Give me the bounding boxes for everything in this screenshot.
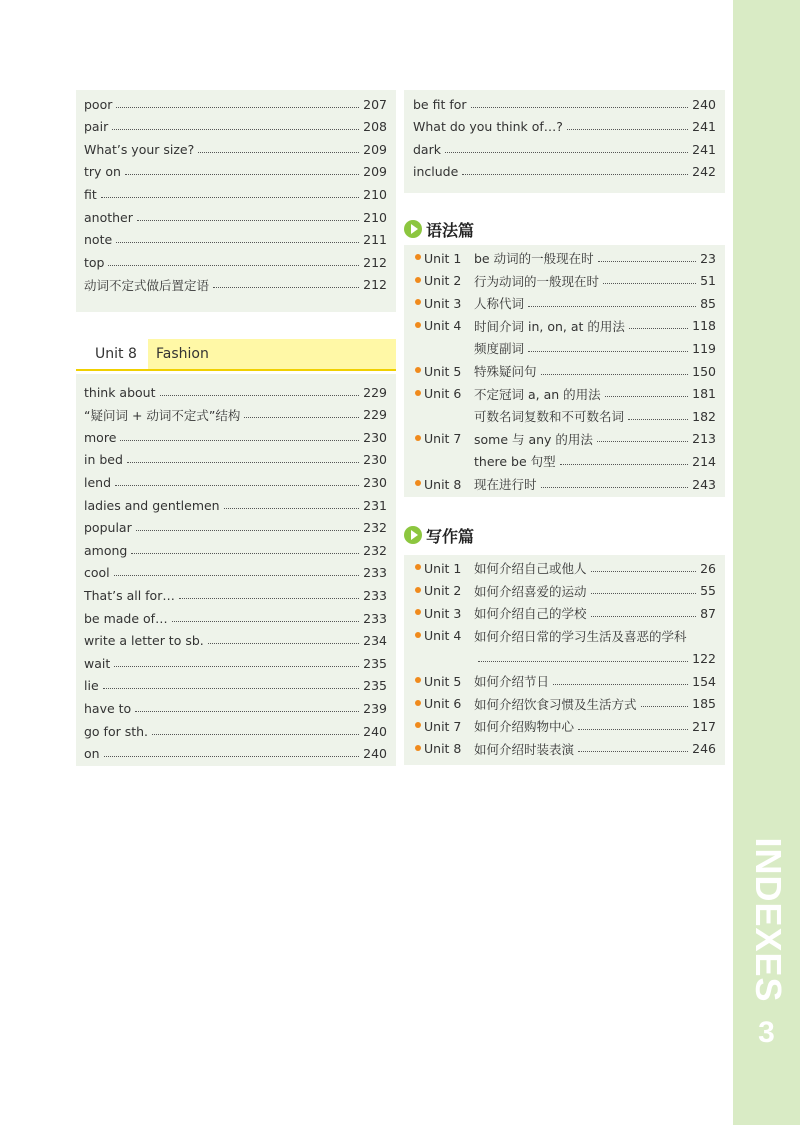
index-entry <box>84 139 387 159</box>
entry-page: 211 <box>363 232 387 248</box>
entry-page: 55 <box>700 583 716 599</box>
entry-unit: Unit 3 <box>424 295 462 311</box>
entry-page: 118 <box>692 318 716 334</box>
leader-dots <box>127 462 359 463</box>
leader-dots <box>136 530 359 531</box>
entry-term: wait <box>84 655 111 671</box>
leader-dots <box>115 485 359 486</box>
entry-page: 234 <box>363 633 387 649</box>
entry-page: 231 <box>363 497 387 513</box>
unit-entry <box>424 429 716 449</box>
unit-entry <box>424 293 716 313</box>
index-entry <box>84 427 387 447</box>
writing-heading <box>404 524 474 546</box>
entry-page: 241 <box>692 141 716 157</box>
index-entry <box>413 94 716 114</box>
entry-page: 229 <box>363 384 387 400</box>
leader-dots <box>213 287 359 288</box>
leader-dots <box>591 616 697 617</box>
bullet-dot <box>415 677 421 683</box>
play-arrow-icon <box>404 526 422 544</box>
entry-page: 230 <box>363 474 387 490</box>
leader-dots <box>591 593 697 594</box>
leader-dots <box>598 261 696 262</box>
side-title: INDEXES <box>748 837 789 1003</box>
unit-entry <box>424 603 716 623</box>
entry-term: among <box>84 542 128 558</box>
leader-dots <box>101 197 359 198</box>
entry-term: go for sth. <box>84 723 149 739</box>
unit-entry <box>424 316 716 336</box>
entry-term: cool <box>84 565 110 581</box>
entry-term: pair <box>84 119 109 135</box>
entry-page: 213 <box>692 431 716 447</box>
leader-dots <box>541 487 689 488</box>
entry-unit: Unit 6 <box>424 696 462 712</box>
entry-term: ladies and gentlemen <box>84 497 220 513</box>
leader-dots <box>578 729 688 730</box>
entry-topic: 如何介绍喜爱的运动 <box>474 583 587 599</box>
index-entry <box>84 744 387 764</box>
entry-page: 208 <box>363 119 387 135</box>
index-entry <box>84 382 387 402</box>
bullet-dot <box>415 254 421 260</box>
unit-entry <box>424 338 716 358</box>
index-entry <box>84 450 387 470</box>
unit-entry <box>424 671 716 691</box>
entry-page: 181 <box>692 386 716 402</box>
leader-dots <box>567 129 688 130</box>
entry-term: note <box>84 232 113 248</box>
entry-page: 230 <box>363 429 387 445</box>
index-entry <box>84 518 387 538</box>
bullet-dot <box>415 322 421 328</box>
index-entry <box>413 162 716 182</box>
entry-term: in bed <box>84 452 123 468</box>
unit-entry <box>424 739 716 759</box>
entry-topic: 行为动词的一般现在时 <box>474 273 600 289</box>
entry-term: “疑问词 + 动词不定式”结构 <box>84 407 241 423</box>
unit-entry <box>424 248 716 268</box>
entry-page: 232 <box>363 520 387 536</box>
index-entry <box>84 563 387 583</box>
unit-entry <box>424 558 716 578</box>
entry-term: dark <box>413 141 441 157</box>
index-entry <box>84 405 387 425</box>
leader-dots <box>104 756 360 757</box>
entry-unit: Unit 8 <box>424 741 462 757</box>
leader-dots <box>172 621 360 622</box>
leader-dots <box>208 643 359 644</box>
entry-term: What’s your size? <box>84 141 195 157</box>
entry-topic: 如何介绍节日 <box>474 674 550 689</box>
leader-dots <box>478 661 688 662</box>
entry-unit: Unit 8 <box>424 476 462 492</box>
entry-term: fit <box>84 186 97 202</box>
index-entry <box>413 139 716 159</box>
entry-term: have to <box>84 700 132 716</box>
unit-entry <box>424 474 716 494</box>
leader-dots <box>471 107 689 108</box>
entry-page: 240 <box>363 746 387 762</box>
index-entry <box>84 631 387 651</box>
index-entry <box>84 162 387 182</box>
leader-dots <box>560 464 688 465</box>
entry-topic: 频度副词 <box>474 341 525 357</box>
entry-page: 185 <box>692 696 716 712</box>
entry-page: 207 <box>363 96 387 112</box>
leader-dots <box>116 107 359 108</box>
leader-dots <box>528 351 688 352</box>
entry-term: try on <box>84 164 121 180</box>
entry-page: 243 <box>692 476 716 492</box>
leader-dots <box>597 441 688 442</box>
entry-page: 182 <box>692 408 716 424</box>
entry-unit: Unit 3 <box>424 605 462 621</box>
unit-entry <box>424 581 716 601</box>
index-entry <box>84 495 387 515</box>
entry-page: 235 <box>363 678 387 694</box>
entry-unit: Unit 2 <box>424 583 462 599</box>
leader-dots <box>578 751 688 752</box>
entry-unit: Unit 7 <box>424 718 462 734</box>
index-entry <box>84 94 387 114</box>
index-entry <box>84 676 387 696</box>
index-entry <box>84 252 387 272</box>
unit8-header <box>76 339 396 371</box>
entry-term: popular <box>84 520 132 536</box>
entry-topic: 如何介绍日常的学习生活及喜恶的学科 <box>474 628 687 644</box>
entry-unit: Unit 6 <box>424 386 462 402</box>
index-entry <box>84 653 387 673</box>
unit-entry <box>424 694 716 714</box>
index-entry <box>84 540 387 560</box>
entry-page: 210 <box>363 186 387 202</box>
entry-topic: 现在进行时 <box>474 477 537 492</box>
entry-page: 233 <box>363 565 387 581</box>
entry-page: 241 <box>692 119 716 135</box>
entry-page: 210 <box>363 209 387 225</box>
unit-entry <box>424 626 716 646</box>
leader-dots <box>198 152 359 153</box>
entry-topic: 如何介绍购物中心 <box>474 719 575 735</box>
unit-entry <box>424 648 716 668</box>
entry-term: include <box>413 164 459 180</box>
grammar-heading <box>404 218 474 240</box>
leader-dots <box>605 396 689 397</box>
entry-unit: Unit 1 <box>424 560 462 576</box>
entry-unit: Unit 4 <box>424 318 462 334</box>
leader-dots <box>244 417 359 418</box>
entry-topic: some 与 any 的用法 <box>474 431 593 447</box>
entry-page: 87 <box>700 605 716 621</box>
bullet-dot <box>415 564 421 570</box>
entry-page: 209 <box>363 141 387 157</box>
entry-page: 240 <box>363 723 387 739</box>
entry-term: That’s all for… <box>84 587 175 603</box>
entry-page: 119 <box>692 340 716 356</box>
entry-term: be fit for <box>413 96 467 112</box>
leader-dots <box>445 152 688 153</box>
unit-entry <box>424 451 716 471</box>
leader-dots <box>629 328 688 329</box>
entry-unit: Unit 1 <box>424 250 462 266</box>
entry-topic: 如何介绍饮食习惯及生活方式 <box>474 696 637 712</box>
leader-dots <box>541 374 689 375</box>
entry-topic: 如何介绍自己的学校 <box>474 606 587 622</box>
leader-dots <box>462 174 688 175</box>
bullet-dot <box>415 435 421 441</box>
entry-page: 217 <box>692 718 716 734</box>
entry-page: 240 <box>692 96 716 112</box>
writing-title: 写作篇 <box>426 526 475 546</box>
entry-page: 212 <box>363 254 387 270</box>
leader-dots <box>179 598 359 599</box>
entry-term: What do you think of…? <box>413 119 563 135</box>
entry-page: 242 <box>692 164 716 180</box>
leader-dots <box>108 265 359 266</box>
index-entry <box>84 207 387 227</box>
entry-page: 154 <box>692 673 716 689</box>
entry-page: 232 <box>363 542 387 558</box>
leader-dots <box>591 571 697 572</box>
leader-dots <box>125 174 359 175</box>
unit-entry <box>424 271 716 291</box>
entry-term: top <box>84 254 105 270</box>
entry-unit: Unit 7 <box>424 431 462 447</box>
entry-term: poor <box>84 96 113 112</box>
grammar-title: 语法篇 <box>426 220 475 240</box>
entry-page: 51 <box>700 273 716 289</box>
entry-page: 229 <box>363 407 387 423</box>
entry-page: 209 <box>363 164 387 180</box>
entry-term: on <box>84 746 100 762</box>
entry-topic: 人称代词 <box>474 296 525 312</box>
bullet-dot <box>415 480 421 486</box>
bullet-dot <box>415 632 421 638</box>
unit-entry <box>424 406 716 426</box>
index-entry <box>84 585 387 605</box>
unit8-title: Fashion <box>156 346 209 362</box>
leader-dots <box>628 419 688 420</box>
entry-page: 233 <box>363 587 387 603</box>
leader-dots <box>137 220 359 221</box>
leader-dots <box>528 306 696 307</box>
entry-topic: 如何介绍时装表演 <box>474 741 575 757</box>
entry-topic: 不定冠词 a, an 的用法 <box>474 386 601 402</box>
index-entry <box>84 184 387 204</box>
side-page-number: 3 <box>758 1016 775 1049</box>
entry-term: more <box>84 429 117 445</box>
index-entry <box>84 472 387 492</box>
entry-page: 26 <box>700 560 716 576</box>
entry-page: 212 <box>363 277 387 293</box>
entry-unit: Unit 5 <box>424 363 462 379</box>
entry-unit: Unit 2 <box>424 273 462 289</box>
leader-dots <box>152 734 359 735</box>
entry-term: write a letter to sb. <box>84 633 204 649</box>
index-entry <box>84 275 387 295</box>
entry-topic: there be 句型 <box>474 454 556 470</box>
entry-unit: Unit 5 <box>424 673 462 689</box>
entry-term: lend <box>84 474 112 490</box>
leader-dots <box>114 575 359 576</box>
leader-dots <box>553 684 688 685</box>
entry-term: another <box>84 209 133 225</box>
bullet-dot <box>415 390 421 396</box>
entry-page: 150 <box>692 363 716 379</box>
index-entry <box>84 230 387 250</box>
leader-dots <box>116 242 359 243</box>
entry-page: 214 <box>692 453 716 469</box>
index-entry <box>84 608 387 628</box>
unit-entry <box>424 716 716 736</box>
leader-dots <box>224 508 360 509</box>
entry-page: 85 <box>700 295 716 311</box>
entry-page: 235 <box>363 655 387 671</box>
entry-topic: 时间介词 in, on, at 的用法 <box>474 318 625 334</box>
entry-page: 122 <box>692 650 716 666</box>
entry-page: 239 <box>363 700 387 716</box>
entry-term: lie <box>84 678 99 694</box>
leader-dots <box>131 553 359 554</box>
entry-term: think about <box>84 384 156 400</box>
entry-page: 233 <box>363 610 387 626</box>
entry-topic: 如何介绍自己或他人 <box>474 561 587 576</box>
bullet-dot <box>415 700 421 706</box>
leader-dots <box>112 129 359 130</box>
bullet-dot <box>415 745 421 751</box>
entry-topic: be 动词的一般现在时 <box>474 251 594 266</box>
leader-dots <box>120 440 359 441</box>
entry-term: 动词不定式做后置定语 <box>84 277 210 293</box>
entry-page: 230 <box>363 452 387 468</box>
index-entry <box>84 698 387 718</box>
index-entry <box>84 117 387 137</box>
unit-entry <box>424 384 716 404</box>
unit8-label: Unit 8 <box>76 339 148 369</box>
leader-dots <box>114 666 359 667</box>
bullet-dot <box>415 587 421 593</box>
entry-topic: 可数名词复数和不可数名词 <box>474 409 625 425</box>
entry-page: 23 <box>700 250 716 266</box>
leader-dots <box>160 395 360 396</box>
bullet-dot <box>415 277 421 283</box>
leader-dots <box>641 706 689 707</box>
entry-unit: Unit 4 <box>424 628 462 644</box>
play-arrow-icon <box>404 220 422 238</box>
entry-page: 246 <box>692 741 716 757</box>
leader-dots <box>103 688 360 689</box>
entry-topic: 特殊疑问句 <box>474 364 537 379</box>
leader-dots <box>603 283 696 284</box>
leader-dots <box>135 711 359 712</box>
index-entry <box>84 721 387 741</box>
index-entry <box>413 117 716 137</box>
unit-entry <box>424 361 716 381</box>
bullet-dot <box>415 367 421 373</box>
entry-term: be made of… <box>84 610 168 626</box>
